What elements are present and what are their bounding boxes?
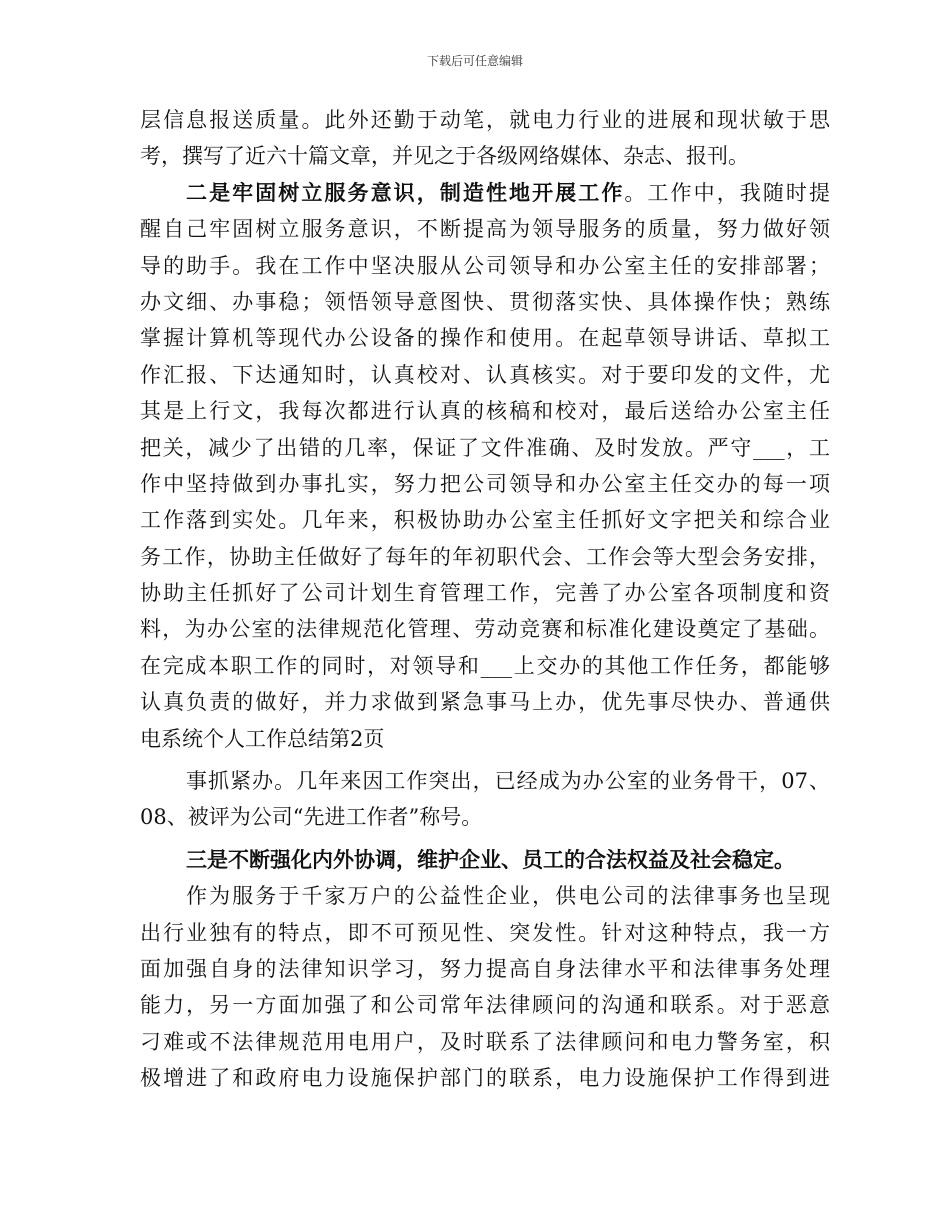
paragraph-line: 作为服务于千家万户的公益性企业，供电公司的法律事务也呈现	[186, 884, 830, 909]
section-heading: 二是牢固树立服务意识，制造性地开展工作	[186, 179, 625, 205]
paragraph-line: 导的助手。我在工作中坚决服从公司领导和办公室主任的安排部署；	[140, 253, 830, 278]
paragraph-line	[140, 175, 830, 211]
paragraph-line: 认真负责的做好，并力求做到紧急事马上办，优先事尽快办、普通供	[140, 690, 830, 715]
paragraph-line: 电系统个人工作总结第2页	[140, 726, 385, 751]
paragraph-line: 在完成本职工作的同时，对领导和___上交办的其他工作任务，都能够	[140, 653, 830, 678]
paragraph-line: 其是上行文，我每次都进行认真的核稿和校对，最后送给办公室主任	[140, 399, 830, 424]
paragraph-line: 能力，另一方面加强了和公司常年法律顾问的沟通和联系。对于恶意	[140, 993, 830, 1018]
paragraph-line: 刁难或不法律规范用电用户，及时联系了法律顾问和电力警务室，积	[140, 1029, 830, 1054]
paragraph-line: 08、被评为公司“先进工作者”称号。	[140, 805, 483, 830]
page-header: 下载后可任意编辑	[426, 54, 523, 68]
paragraph-line: 事抓紧办。几年来因工作突出，已经成为办公室的业务骨干，07、	[186, 769, 830, 794]
paragraph-line: 出行业独有的特点，即不可预见性、突发性。针对这种特点，我一方	[140, 920, 830, 945]
paragraph-line: 协助主任抓好了公司计划生育管理工作，完善了办公室各项制度和资	[140, 581, 830, 606]
paragraph-line: 极增进了和政府电力设施保护部门的联系，电力设施保护工作得到进	[140, 1066, 830, 1091]
paragraph-line: 务工作，协助主任做好了每年的年初职代会、工作会等大型会务安排，	[140, 544, 830, 569]
paragraph-line: 工作落到实处。几年来，积极协助办公室主任抓好文字把关和综合业	[140, 508, 830, 533]
paragraph-line: 醒自己牢固树立服务意识，不断提高为领导服务的质量，努力做好领	[140, 217, 830, 242]
paragraph-line: 考，撰写了近六十篇文章，并见之于各级网络媒体、杂志、报刊。	[140, 144, 749, 169]
paragraph-line: 作中坚持做到办事扎实，努力把公司领导和办公室主任交办的每一项	[140, 471, 830, 496]
paragraph-line: 作汇报、下达通知时，认真校对、认真核实。对于要印发的文件，尤	[140, 362, 830, 387]
paragraph-line: 面加强自身的法律知识学习，努力提高自身法律水平和法律事务处理	[140, 956, 830, 981]
paragraph-line: 料，为办公室的法律规范化管理、劳动竞赛和标准化建设奠定了基础。	[140, 617, 830, 642]
document-body	[140, 102, 830, 1097]
section-heading: 三是不断强化内外协调，维护企业、员工的合法权益及社会稳定。	[186, 846, 795, 872]
paragraph-line: 把关，减少了出错的几率，保证了文件准确、及时发放。严守___，工	[140, 435, 830, 460]
paragraph-line: 掌握计算机等现代办公设备的操作和使用。在起草领导讲话、草拟工	[140, 326, 830, 351]
paragraph-text: 。工作中，我随时提	[624, 180, 830, 205]
paragraph-line: 办文细、办事稳；领悟领导意图快、贯彻落实快、具体操作快；熟练	[140, 289, 830, 314]
paragraph-line: 层信息报送质量。此外还勤于动笔，就电力行业的进展和现状敏于思	[140, 108, 830, 132]
